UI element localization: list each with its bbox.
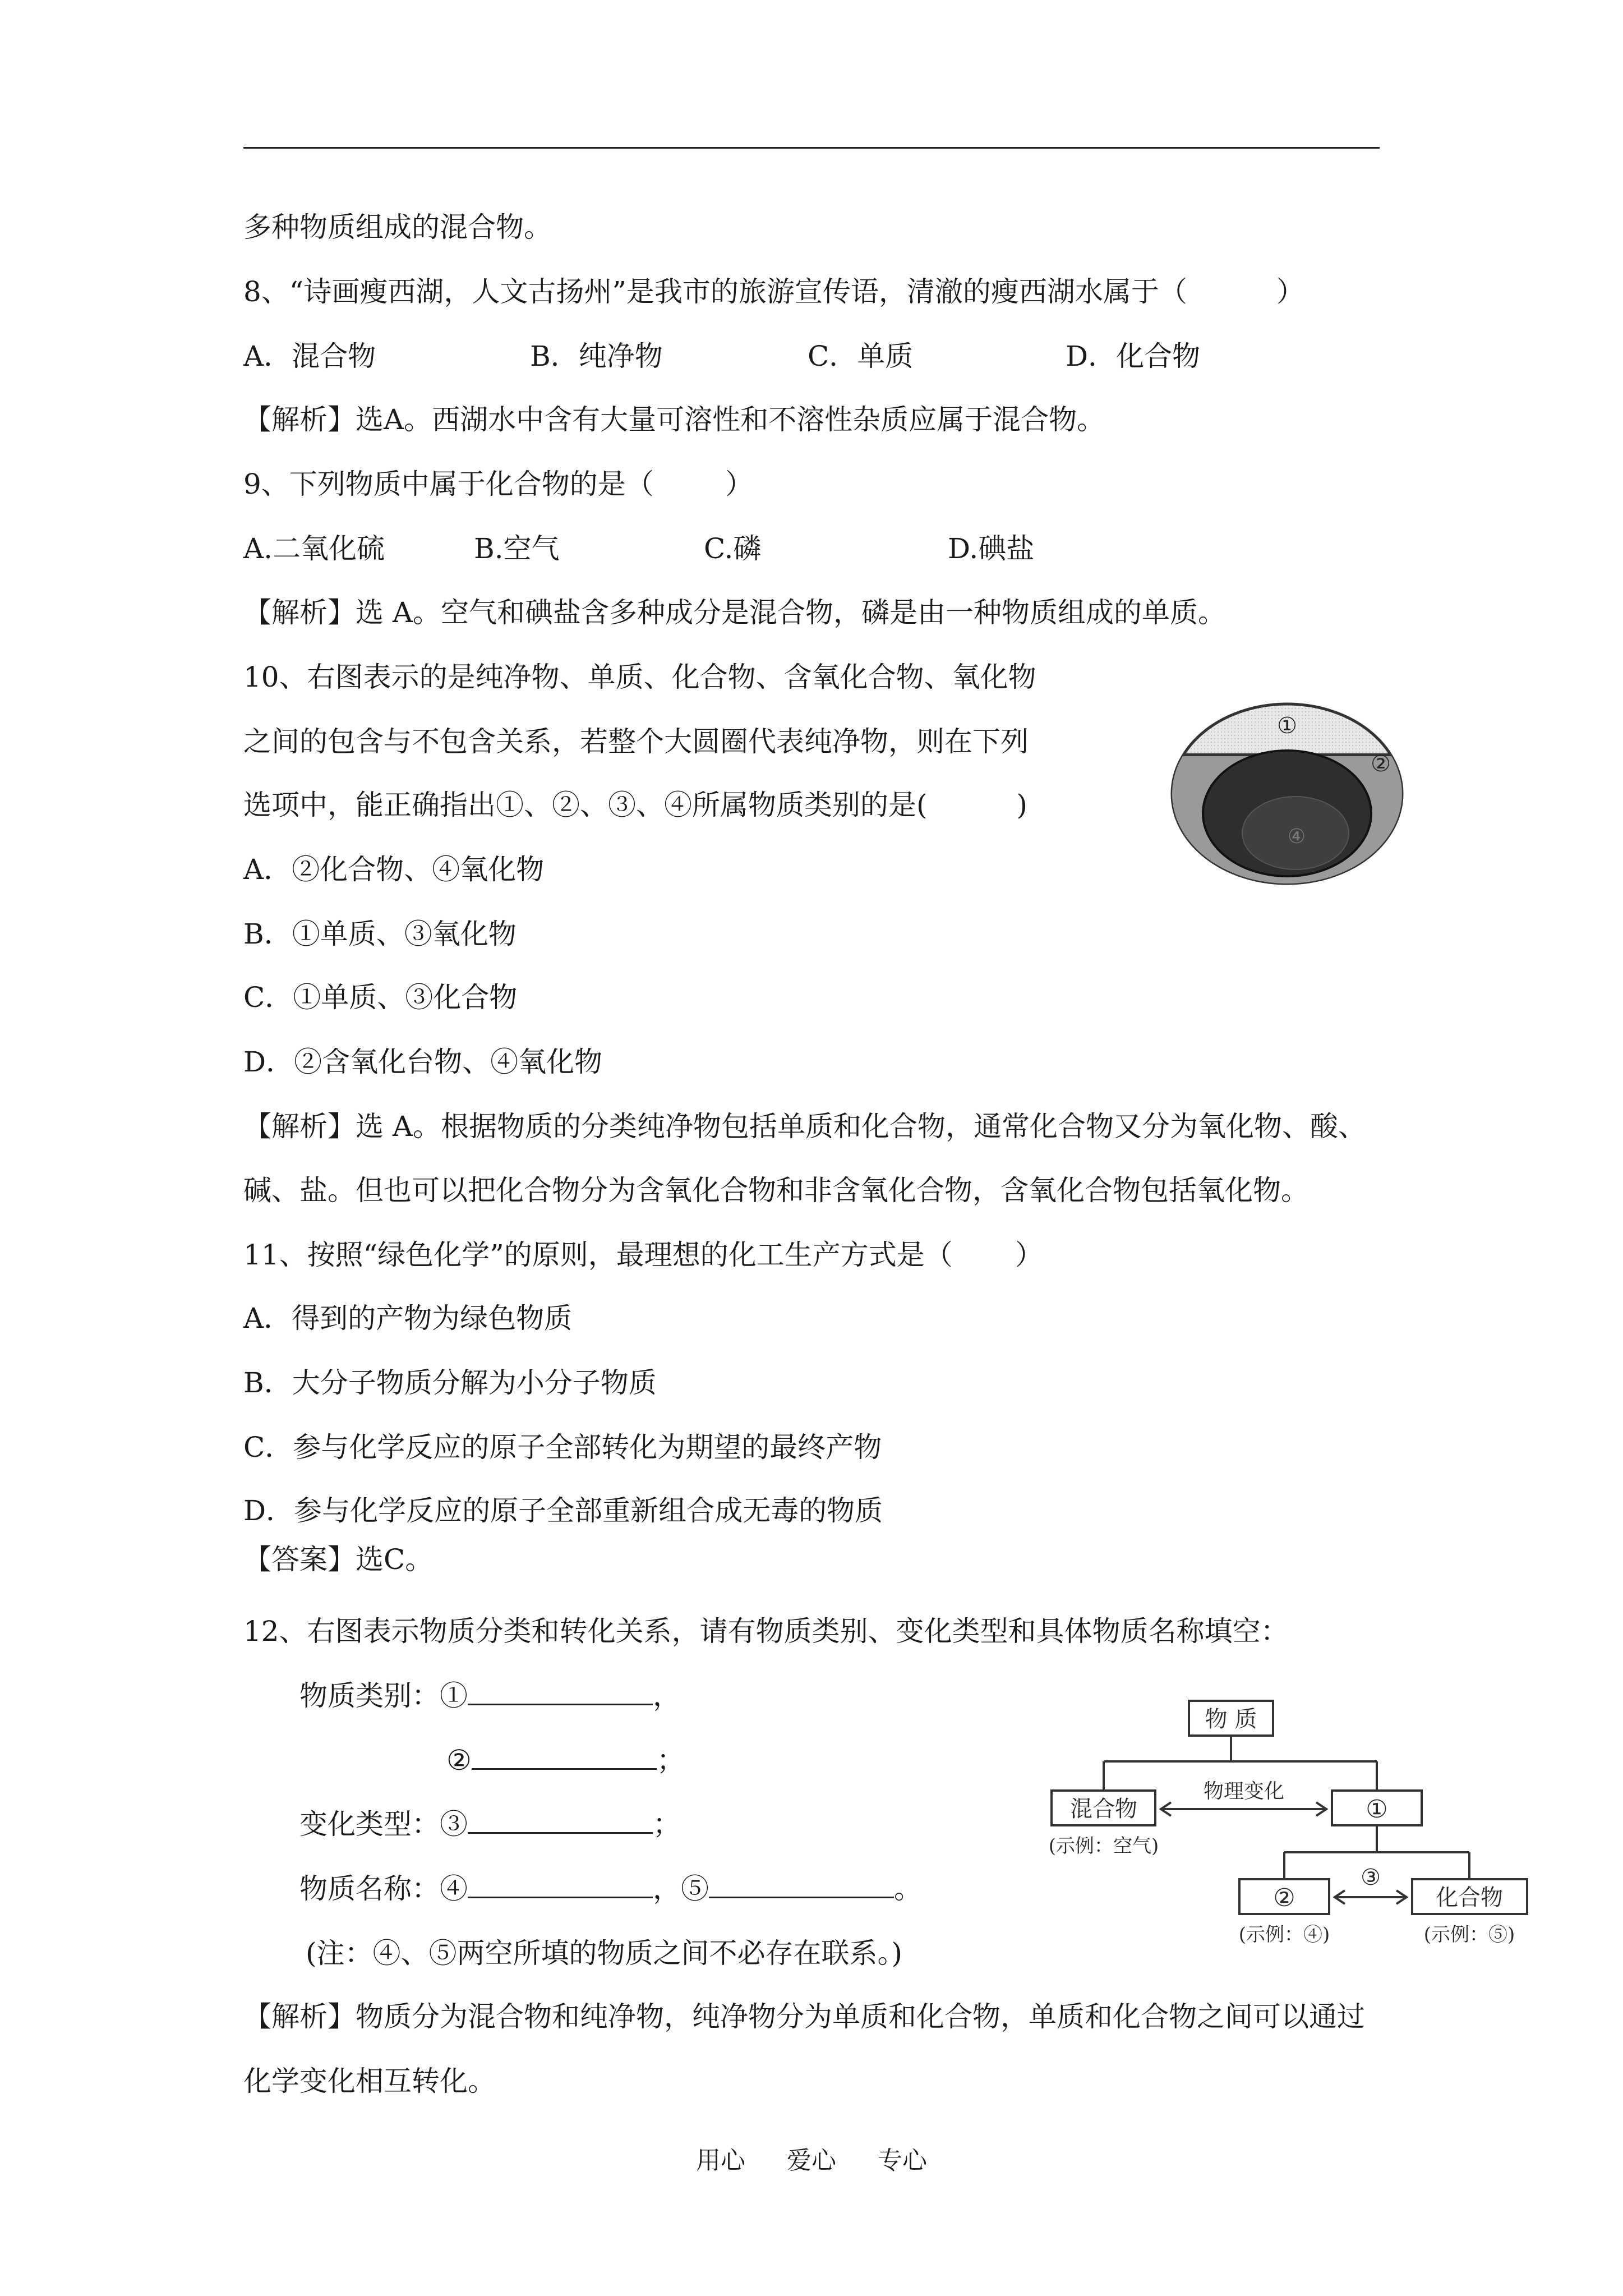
label-matter: 物 质 (1205, 1706, 1257, 1732)
label-physical-change: 物理变化 (1203, 1780, 1285, 1803)
q10-option-c: C．①单质、③化合物 (243, 981, 518, 1014)
q11-option-c: C．参与化学反应的原子全部转化为期望的最终产物 (243, 1431, 882, 1464)
q8-option-b: B．纯净物 (530, 340, 663, 372)
footer-word-1: 用心 (696, 2146, 745, 2175)
question-9: 9、下列物质中属于化合物的是（ ） (243, 468, 753, 500)
label-example-4: (示例：④) (1238, 1924, 1330, 1946)
label-mixture-example: (示例：空气) (1048, 1835, 1159, 1857)
label-example-5: (示例：⑤) (1423, 1924, 1515, 1946)
q10-answer-line-2: 碱、盐。但也可以把化合物分为含氧化合物和非含氧化合物，含氧化合物包括氧化物。 (243, 1174, 1309, 1207)
q9-option-a: A.二氧化硫 (243, 532, 385, 565)
punct: 。 (894, 1872, 922, 1905)
q12-note: (注：④、⑤两空所填的物质之间不必存在联系。) (306, 1937, 903, 1970)
q12-name-mid: ，⑤ (653, 1872, 709, 1905)
header-rule (243, 147, 1380, 149)
q12-type-row (299, 1807, 681, 1841)
blank-5[interactable] (709, 1872, 894, 1898)
q8-answer: 【解析】选A。西湖水中含有大量可溶性和不溶性杂质应属于混合物。 (243, 403, 1105, 436)
q11-answer: 【答案】选C。 (243, 1543, 434, 1576)
q12-category-label: 物质类别：① (299, 1680, 468, 1712)
q8-option-a: A．混合物 (243, 340, 376, 372)
q12-name-row (299, 1872, 922, 1906)
label-compound: 化合物 (1436, 1885, 1503, 1911)
question-8: 8、“诗画瘦西湖，人文古扬州”是我市的旅游宣传语，清澈的瘦西湖水属于（ ） (243, 275, 1304, 308)
q12-category2-row (446, 1743, 685, 1777)
question-10-line-1: 10、右图表示的是纯净物、单质、化合物、含氧化合物、氧化物 (243, 661, 1036, 693)
label-mixture: 混合物 (1070, 1796, 1137, 1822)
q10-option-a: A．②化合物、④氧化物 (243, 853, 545, 886)
question-10-line-3: 选项中，能正确指出①、②、③、④所属物质类别的是( ) (243, 789, 1027, 821)
q9-answer: 【解析】选 A。空气和碘盐含多种成分是混合物，磷是由一种物质组成的单质。 (243, 596, 1227, 629)
question-11: 11、按照“绿色化学”的原则，最理想的化工生产方式是（ ） (243, 1239, 1043, 1271)
question-10-line-2: 之间的包含与不包含关系，若整个大圆圈代表纯净物，则在下列 (243, 725, 1029, 758)
q10-answer-line-1: 【解析】选 A。根据物质的分类纯净物包括单质和化合物，通常化合物又分为氧化物、酸、 (243, 1110, 1367, 1143)
punct: ， (653, 1680, 681, 1712)
blank-1[interactable] (468, 1679, 653, 1705)
q10-nested-circles-figure (1166, 687, 1413, 912)
label-2: ② (1273, 1884, 1295, 1912)
label-1: ① (1277, 713, 1297, 739)
q12-type-label: 变化类型：③ (299, 1808, 468, 1841)
page-footer (0, 2140, 1623, 2176)
q9-option-b: B.空气 (474, 532, 560, 565)
label-4: ④ (1287, 825, 1306, 848)
label-1: ① (1366, 1795, 1388, 1824)
question-12: 12、右图表示物质分类和转化关系，请有物质类别、变化类型和具体物质名称填空： (243, 1615, 1289, 1648)
punct: ； (653, 1808, 681, 1841)
label-2: ② (1371, 751, 1391, 777)
q9-option-d: D.碘盐 (948, 532, 1035, 565)
q12-category2-label: ② (446, 1744, 472, 1777)
q8-option-c: C．单质 (808, 340, 914, 372)
q12-category-row (299, 1679, 681, 1713)
blank-4[interactable] (468, 1872, 653, 1898)
q12-answer-line-2: 化学变化相互转化。 (243, 2065, 496, 2097)
q8-option-d: D．化合物 (1066, 340, 1201, 372)
blank-3[interactable] (468, 1807, 653, 1834)
q12-name-label: 物质名称：④ (299, 1872, 468, 1905)
q10-option-b: B．①单质、③氧化物 (243, 918, 517, 950)
q11-option-a: A．得到的产物为绿色物质 (243, 1302, 573, 1335)
q12-answer-line-1: 【解析】物质分为混合物和纯净物，纯净物分为单质和化合物，单质和化合物之间可以通过 (243, 2000, 1365, 2033)
q12-classification-diagram (1026, 1694, 1531, 1952)
q11-option-b: B．大分子物质分解为小分子物质 (243, 1366, 657, 1399)
q11-option-d: D．参与化学反应的原子全部重新组合成无毒的物质 (243, 1494, 883, 1527)
footer-word-3: 专心 (878, 2146, 927, 2175)
q10-option-d: D．②含氧化台物、④氧化物 (243, 1046, 603, 1078)
footer-word-2: 爱心 (787, 2146, 836, 2175)
text-line: 多种物质组成的混合物。 (243, 211, 552, 243)
label-3: ③ (1361, 1865, 1381, 1890)
punct: ； (656, 1744, 685, 1777)
blank-2[interactable] (472, 1743, 657, 1770)
q9-option-c: C.磷 (704, 532, 762, 565)
